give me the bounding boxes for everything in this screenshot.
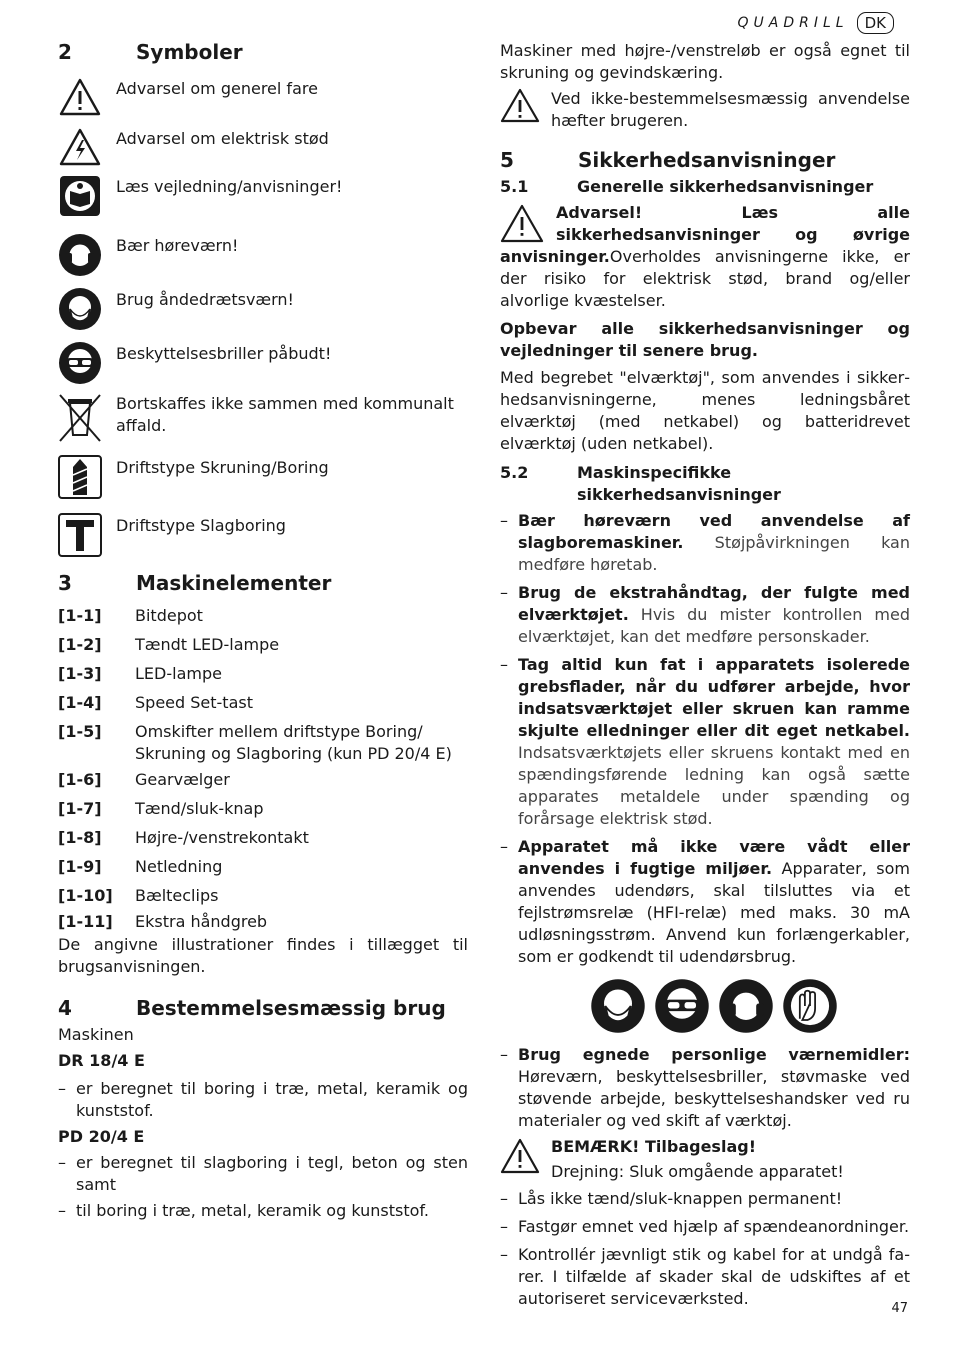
keep-instructions: Opbevar alle sikkerhedsanvisninger og vejledninger til senere brug. [500,319,910,360]
symbol-row [58,287,468,331]
section-3-heading: 3 Maskinelementer [58,571,332,595]
safety-item: – Bær høreværn ved anvendelse af slagboremaskiner. Støjpåvirkningen kan medføre høretab. [500,511,910,574]
kickback-warning [500,1136,910,1185]
illustration-note: De angivne illustrationer findes i tillægget til brugsanvisningen. [58,935,468,976]
machine-elements-list [58,601,468,934]
list-item: [1-5] Omskifter mellem driftstype Boring/ Skruning og Slagboring (kun PD 20/4 E) [58,722,452,763]
symbol-row [58,76,468,120]
list-item: [1-3] LED-lampe [58,664,222,683]
section-4-heading: 4 Bestemmelsesmæssig brug [58,996,446,1020]
symbol-row [58,126,468,170]
left-column [58,38,468,1222]
subsection-5-1-heading: 5.1 Generelle sikkerhedsanvisninger [500,177,874,196]
respirator-icon [590,978,646,1034]
list-item: [1-9] Netledning [58,857,223,876]
drill-mode-icon [58,455,102,499]
misuse-warning-text: Ved ikke-bestemmelsesmæssig anvendelse hæfter brugeren. [551,89,910,130]
misuse-warning [500,88,910,132]
kickback-title: BEMÆRK! Tilbageslag! [551,1137,756,1156]
warning-triangle-icon [500,204,544,244]
language-badge: DK [857,12,894,34]
symbol-row [58,391,468,445]
list-item: [1-1] Bitdepot [58,606,203,625]
symbol-label: Driftstype Skruning/Boring [116,458,329,477]
list-item: – Fastgør emnet ved hjælp af spændeanordninger. [500,1217,910,1236]
model-name: DR 18/4 E [58,1051,145,1070]
list-item: – til boring i træ, metal, keramik og kunststof. [58,1201,429,1220]
symbol-label: Bær høreværn! [116,236,239,255]
model-name: PD 20/4 E [58,1127,145,1146]
subsection-5-2-heading: 5.2 Maskinspecifikke sikkerhedsanvisninger [500,463,781,504]
symbol-row [58,233,468,277]
symbol-label: Driftstype Slagboring [116,516,286,535]
intended-use-intro: Maskinen [58,1025,134,1044]
power-tool-definition: Med begrebet "elværktøj", som anvendes i sikkerhedsanvisningerne, menes ledningsbåret elværktøj (med netkabel) og batteridrevet elværktøj (uden netkabel). [500,368,910,453]
symbol-label: Beskyttelsesbriller påbudt! [116,344,332,363]
list-item: [1-2] Tændt LED-lampe [58,635,280,654]
section-5-heading: 5 Sikkerhedsanvisninger [500,148,836,172]
symbol-label: Bortskaffes ikke sammen med kommunalt affald. [116,394,454,435]
electric-shock-icon [58,126,102,170]
header-brand [738,12,894,34]
safety-item: – Apparatet må ikke være vådt eller anvendes i fugtige miljøer. Apparater, som anvendes udendørs, skal tilsluttes via et fejlstrømsrelæ (HFI-relæ) med maks. 30 mA udløsningsstrøm. Anvend kun forlængerkabler, som er godkendt til udendørsbrug. [500,837,910,966]
symbol-row [58,341,468,385]
list-item: [1-10] Bælteclips [58,886,219,905]
crossed-bin-icon [58,391,102,445]
section-2-heading: 2 Symboler [58,40,243,64]
list-item: [1-8] Højre-/venstrekontakt [58,828,309,847]
safety-item: – Brug de ekstrahåndtag, der fulgte med elværktøjet. Hvis du mister kontrollen med elværktøjet, kan det medføre personskader. [500,583,910,646]
list-item: [1-11] Ekstra håndgreb [58,912,268,931]
symbol-row [58,513,468,557]
intended-use-continued: Maskiner med højre-/venstreløb er også egnet til skruning og gevindskæring. [500,41,910,82]
right-column [500,40,910,1310]
symbol-label: Brug åndedrætsværn! [116,290,294,309]
list-item: – er beregnet til boring i træ, metal, keramik og kunststof. [58,1079,468,1120]
list-item: – Lås ikke tænd/sluk-knappen permanent! [500,1189,843,1208]
symbol-label: Advarsel om elektrisk stød [116,129,329,148]
warning-triangle-icon [58,76,102,120]
kickback-text: Drejning: Sluk omgående apparatet! [551,1162,844,1181]
safety-goggles-icon [654,978,710,1034]
page-number: 47 [891,1301,908,1316]
read-manual-icon [58,174,102,218]
ppe-icons [518,978,910,1034]
gloves-icon [782,978,838,1034]
symbol-label: Læs vejledning/anvisninger! [116,177,343,196]
list-item: [1-7] Tænd/sluk-knap [58,799,264,818]
list-item: [1-4] Speed Set-tast [58,693,253,712]
ear-protection-icon [718,978,774,1034]
ppe-item: – Brug egnede personlige værnemidler: Høreværn, beskyttelsesbriller, støvmaske ved støvende arbejde, beskyttelseshandsker ved ru materialer og ved skift af værktøj. [500,1045,910,1130]
ear-protection-icon [58,233,102,277]
warning-triangle-icon [500,88,540,124]
list-item: – Kontrollér jævnligt stik og kabel for at undgå farer. I tilfælde af skader skal de udskiftes af et autoriseret serviceværksted. [500,1245,910,1308]
brand-name: QUADRILL [737,15,849,31]
safety-goggles-icon [58,341,102,385]
list-item: [1-6] Gearvælger [58,770,230,789]
general-warning [500,202,910,312]
hammer-mode-icon [58,513,102,557]
respirator-icon [58,287,102,331]
warning-triangle-icon [500,1136,540,1176]
safety-item: – Tag altid kun fat i apparatets isolerede grebsflader, når du udfører arbejde, hvor indsatsværktøjet eller skruen kan ramme skjulte elledninger eller dit eget netkabel. Indsatsværktøjets eller skruens kontakt med en spændingsførende ledning kan også sætte apparates metaldele under spænding og forårsage elektrisk stød. [500,655,910,828]
general-warning-text: Advarsel! Læs alle sikkerhedsanvisninger og øvrige anvisninger.Overholdes anvisningerne ikke, er der risiko for elektrisk stød, brand og/eller alvorlige kvæstelser. [500,203,910,310]
list-item: – er beregnet til slagboring i tegl, beton og sten samt [58,1153,468,1194]
symbol-row [58,174,468,218]
symbol-label: Advarsel om generel fare [116,79,318,98]
symbol-row [58,455,468,499]
